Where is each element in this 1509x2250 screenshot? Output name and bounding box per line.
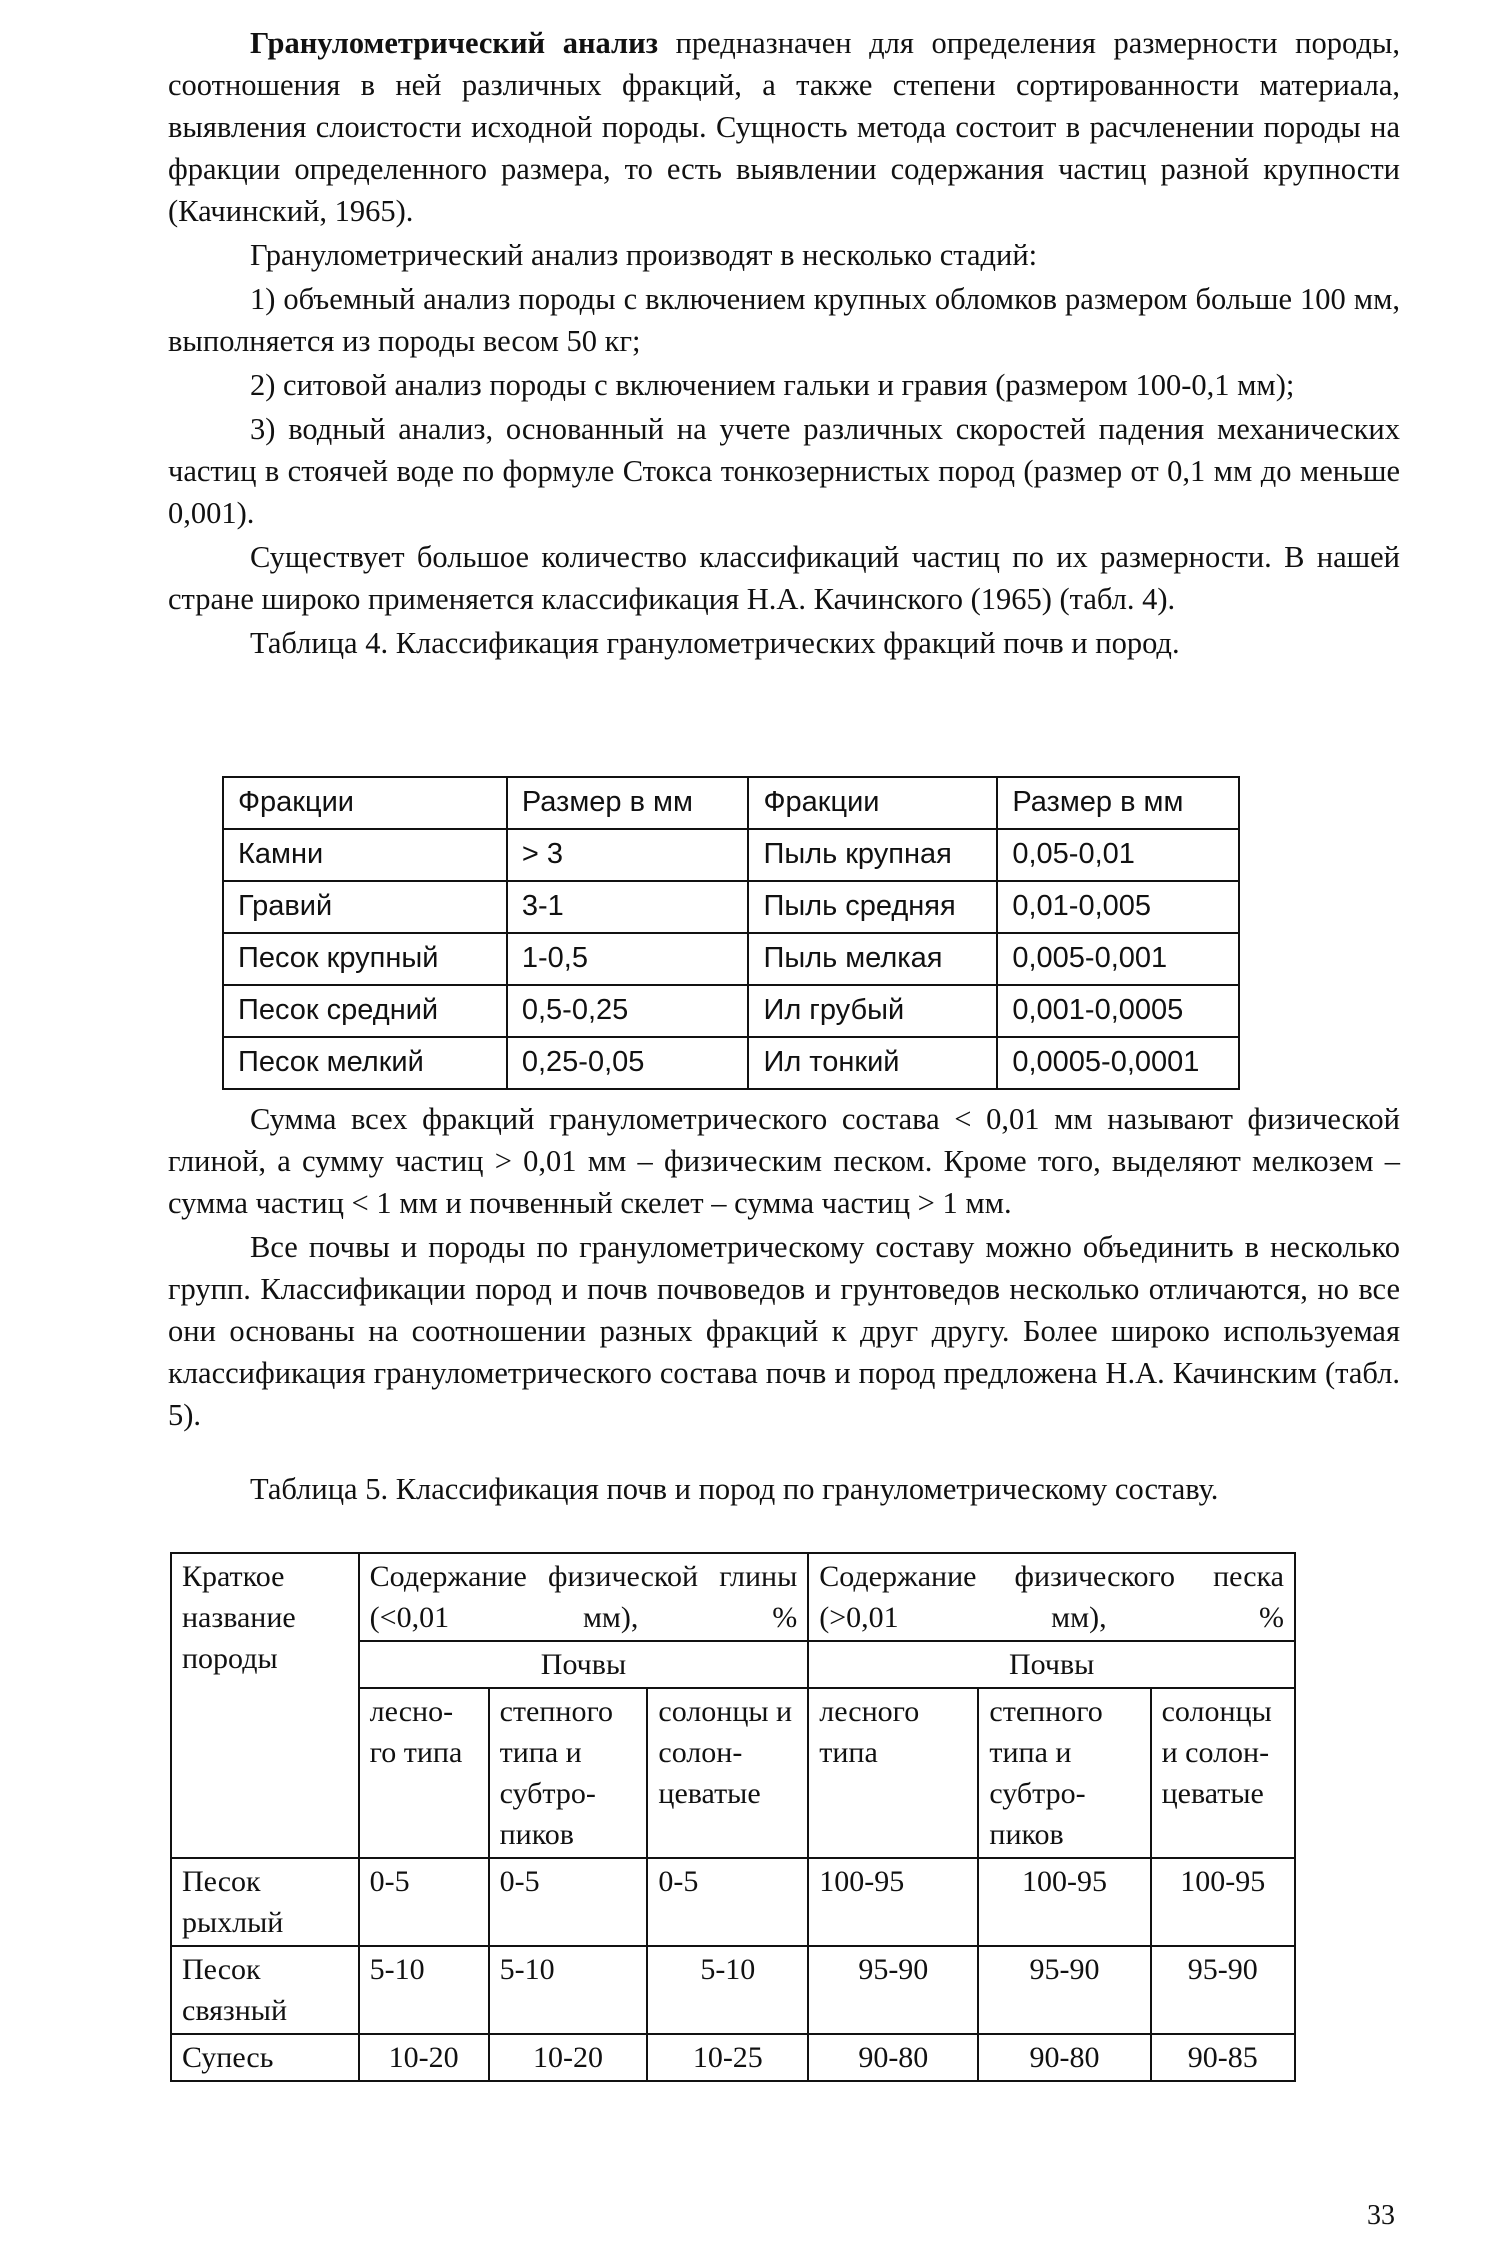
table-cell: 10-25 [647,2034,808,2081]
table-row [223,985,1239,1037]
table-cell: Пыль средняя [748,881,997,933]
paragraph-classifications: Существует большое количество классификаций частиц по их размерности. В нашей стране широко применяется классификация Н.А. Качинского (1965) (табл. 4). [168,540,1400,616]
table-cell: 100-95 [978,1858,1150,1946]
table-header-cell: Фракции [748,777,997,829]
table-cell: 0,005-0,001 [997,933,1239,985]
table-subheader-cell: степного типа и субтро-пиков [489,1688,648,1858]
table-header-cell: Размер в мм [507,777,749,829]
table-subheader-cell: лесно-го типа [359,1688,489,1858]
table-cell: Ил грубый [748,985,997,1037]
table-cell: 0-5 [359,1858,489,1946]
table-cell: 0,001-0,0005 [997,985,1239,1037]
table-cell: 100-95 [1151,1858,1295,1946]
table-cell: 5-10 [489,1946,648,2034]
table-cell: 100-95 [808,1858,978,1946]
page-body [168,22,1400,664]
table-cell: Супесь [171,2034,359,2081]
table-row [171,1946,1295,2034]
table-cell: > 3 [507,829,749,881]
table-cell: Гравий [223,881,507,933]
table-subheader-cell: солонцы и солон-цеватые [647,1688,808,1858]
table-header-cell: Краткое название породы [171,1553,359,1858]
paragraph-physical-clay: Сумма всех фракций гранулометрического состава < 0,01 мм называют физической глиной, а сумму частиц > 0,01 мм – физическим песком. Кроме того, выделяют мелкозем – сумма частиц < 1 мм и почвенный скелет – сумма частиц > 1 мм. [168,1102,1400,1220]
table-cell: 5-10 [359,1946,489,2034]
term-bold: Гранулометрический анализ [250,26,658,60]
paragraph-stages: Гранулометрический анализ производят в несколько стадий: [250,238,1038,272]
table-cell: 95-90 [1151,1946,1295,2034]
table-cell: Ил тонкий [748,1037,997,1089]
table-4 [222,776,1240,1090]
table-cell: 90-85 [1151,2034,1295,2081]
table-cell: Пыль мелкая [748,933,997,985]
table-cell: 3-1 [507,881,749,933]
table-cell: 0-5 [647,1858,808,1946]
table-cell: 0,0005-0,0001 [997,1037,1239,1089]
table-row [223,933,1239,985]
table-cell: Песок связный [171,1946,359,2034]
paragraph-groups: Все почвы и породы по гранулометрическому составу можно объединить в несколько групп. Классификации пород и почв почвоведов и грунтоведов несколько отличаются, но все они основаны на соотношении разных фракций к друг другу. Более широко используемая классификация гранулометрического состава почв и пород предложена Н.А. Качинским (табл. 5). [168,1230,1400,1432]
table-cell: Песок средний [223,985,507,1037]
table-row [223,1037,1239,1089]
table-cell: 90-80 [808,2034,978,2081]
table-header-cell: Содержание физической глины (<0,01 мм), % [359,1553,809,1641]
table-cell: 10-20 [489,2034,648,2081]
table-cell: 0,5-0,25 [507,985,749,1037]
table-cell: 95-90 [808,1946,978,2034]
table-subheader-cell: степного типа и субтро-пиков [978,1688,1150,1858]
table-subheader-cell: солонцы и солон-цеватые [1151,1688,1295,1858]
table-subheader-cell: лесного типа [808,1688,978,1858]
table-header-row [223,777,1239,829]
paragraph-intro [168,22,1400,232]
list-item-2: 2) ситовой анализ породы с включением гальки и гравия (размером 100-0,1 мм); [250,368,1295,402]
table-cell: Песок мелкий [223,1037,507,1089]
paragraph-intro-text: предназначен для определения размерности породы, соотношения в ней различных фракций, а также степени сортированности материала, выявления слоистости исходной породы. Сущность метода состоит в расчленении породы на фракции определенного размера, то есть выявлении содержания частиц разной крупности (Качинский, 1965). [168,26,1400,228]
table-header-cell: Фракции [223,777,507,829]
table-header-row [171,1553,1295,1641]
table-cell: 10-20 [359,2034,489,2081]
page-body-continued [168,1098,1400,1438]
table-header-cell: Размер в мм [997,777,1239,829]
table-cell: Пыль крупная [748,829,997,881]
page-number: 33 [1367,2200,1395,2231]
table-cell: 1-0,5 [507,933,749,985]
table-cell: Камни [223,829,507,881]
table-cell: Песок крупный [223,933,507,985]
table-row [171,2034,1295,2081]
table4-caption: Таблица 4. Классификация гранулометрических фракций почв и пород. [250,626,1180,660]
table-5 [170,1552,1296,2082]
table-cell: Песок рыхлый [171,1858,359,1946]
table-cell: 0,01-0,005 [997,881,1239,933]
table-cell: 0,05-0,01 [997,829,1239,881]
table-cell: 90-80 [978,2034,1150,2081]
table-cell: 0-5 [489,1858,648,1946]
table-cell: 0,25-0,05 [507,1037,749,1089]
table-row [223,829,1239,881]
table5-caption: Таблица 5. Классификация почв и пород по гранулометрическому составу. [250,1472,1219,1506]
table-row [171,1858,1295,1946]
list-item-3: 3) водный анализ, основанный на учете различных скоростей падения механических частиц в стоячей воде по формуле Стокса тонкозернистых пород (размер от 0,1 мм до меньше 0,001). [168,412,1400,530]
table-header-cell: Почвы [359,1641,809,1688]
table-cell: 95-90 [978,1946,1150,2034]
table-header-cell: Почвы [808,1641,1295,1688]
list-item-1: 1) объемный анализ породы с включением крупных обломков размером больше 100 мм, выполняется из породы весом 50 кг; [168,282,1400,358]
table-row [223,881,1239,933]
table-header-cell: Содержание физического песка (>0,01 мм), % [808,1553,1295,1641]
table-cell: 5-10 [647,1946,808,2034]
